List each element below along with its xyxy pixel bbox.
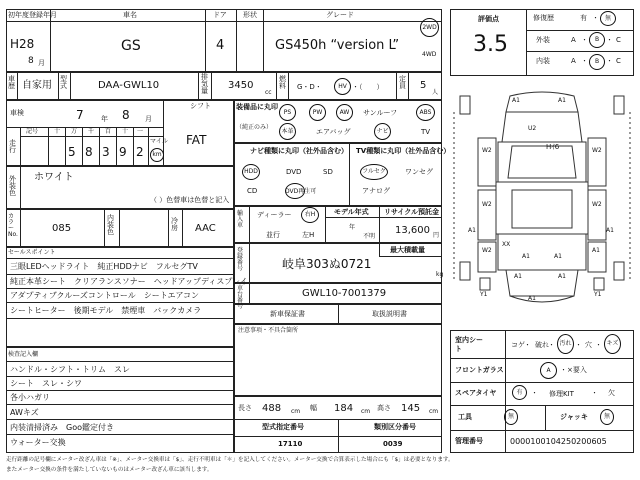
eq-ps: PS: [283, 108, 292, 116]
drive-2wd: 2WD: [422, 23, 437, 31]
nav-title: ナビ種類に丸印（社外品含む）: [250, 147, 348, 155]
height-value: 145: [401, 403, 421, 414]
diagram-mark-2: A1: [558, 97, 566, 104]
inspection-point-1: ハンドル・シフト・トリム スレ: [10, 365, 130, 374]
drive-4wd: 4WD: [422, 51, 437, 58]
diagram-mark-7: W2: [592, 201, 602, 208]
width-unit: cm: [361, 408, 371, 415]
grade-label: グレード: [326, 11, 354, 19]
eq-aw-circle: [336, 104, 353, 121]
new-car-warranty: 新車保証書: [270, 310, 305, 318]
nav-sd: SD: [323, 168, 333, 176]
seat-opt-3: 汚れ: [559, 340, 572, 347]
diagram-mark-3: U2: [528, 125, 537, 132]
width-label: 幅: [310, 404, 317, 412]
mileage-unit-circle: [150, 148, 164, 162]
length-label: 長さ: [238, 404, 252, 412]
seat-opt-4: 穴: [585, 341, 592, 349]
ac: AAC: [195, 223, 216, 234]
tv-fullseg-circle: [360, 164, 388, 180]
nav-dvd: DVD: [286, 168, 302, 176]
eq-tv: TV: [421, 128, 431, 136]
tv-analog: アナログ: [362, 187, 390, 195]
mileage-digit: 2: [136, 145, 144, 159]
diagram-inner-label: Hｲ6: [546, 143, 560, 151]
spare-sep-1: ・: [531, 389, 538, 397]
mileage-col-label: 百: [105, 128, 112, 135]
length-unit: cm: [291, 408, 301, 415]
jack-label: ジャッキ: [560, 413, 588, 421]
spare-label: スペアタイヤ: [455, 389, 497, 397]
exterior-grade-b: B: [594, 36, 600, 43]
handle-left: 左H: [302, 231, 315, 239]
diagram-mark-14: A1: [554, 253, 562, 260]
exterior-grade-label: 外装: [536, 36, 550, 44]
fuel-label: 燃料: [279, 75, 286, 90]
model-year-unknown: 不明: [363, 233, 376, 240]
color-code: 085: [52, 223, 72, 234]
diagram-mark-12: XX: [502, 241, 511, 248]
windshield-other: ・×要入: [560, 366, 587, 374]
seat-opt-1: コゲ: [511, 341, 525, 349]
spare-none: 欠: [608, 389, 615, 397]
recycle-value: 13,600: [395, 225, 430, 236]
person-unit: 人: [432, 89, 439, 96]
diagram-mark-8: A1: [468, 227, 476, 234]
fuel-selected-circle: [334, 78, 351, 95]
cc-unit: cc: [265, 89, 272, 96]
tv-title: TV種類に丸印（社外品含む）: [356, 147, 451, 155]
sales-point-3: アダプティブクルーズコントロール シートエアコン: [10, 291, 200, 300]
management-label: 管理番号: [455, 437, 483, 445]
inspection-point-2: シート スレ・シワ: [10, 379, 82, 388]
eq-navi-circle: [374, 123, 391, 140]
model: DAA-GWL10: [98, 80, 160, 91]
nav-hdd: HDD: [244, 168, 258, 175]
mileage-digit: 9: [119, 145, 127, 159]
interior-grade-a: A: [571, 57, 576, 65]
fuel-selected: HV: [338, 82, 347, 90]
repair-yes: 有: [580, 14, 587, 22]
drive-2wd-circle: [420, 18, 439, 37]
height-label: 高さ: [377, 404, 391, 412]
notes-label: 注意事項・不具合箇所: [238, 327, 299, 334]
yen-unit: 円: [433, 232, 440, 239]
first-registration-month: 8: [28, 56, 34, 66]
eq-leather-circle: [279, 123, 296, 140]
mileage-unit: km: [152, 151, 162, 158]
shift-label: シフト: [190, 102, 211, 110]
mileage-label: 走行: [9, 139, 16, 154]
eq-ps-circle: [279, 104, 296, 121]
kg-unit: kg: [436, 271, 444, 278]
door-label: ドア: [213, 11, 227, 19]
equipment-subtitle: （純正のみ）: [236, 124, 273, 131]
displacement: 3450: [228, 80, 254, 91]
jack-value-circle: [600, 409, 614, 425]
eq-aw: AW: [339, 108, 350, 116]
doors: 4: [216, 38, 225, 53]
fuel-options: G・D・: [297, 83, 322, 91]
mileage-col-label: 千: [88, 128, 95, 135]
tools-value-circle: [504, 409, 518, 425]
notes-block: [234, 324, 442, 396]
inspection-points-label: 検査記入欄: [8, 351, 39, 358]
shift: FAT: [186, 133, 207, 147]
recycle-label: リサイクル預託金: [384, 208, 440, 216]
seat-opt-5-circle: [604, 334, 621, 354]
sales-points-label: セールスポイント: [8, 249, 56, 256]
interior-seat-label: 室内シート: [455, 336, 483, 354]
exterior-grade-a: A: [571, 36, 576, 44]
footer-line-1: 走行距離の記号欄にメーター改ざん車は「※」、メーター交換車は「$」、走行不明車は「＊」を記入してください。メーター交換で合算表示した場合にも「$」は必要となります。: [6, 457, 454, 463]
registration-label: 登録番号: [237, 247, 244, 272]
diagram-mark-5: W2: [592, 147, 602, 154]
import-label: 輸入車: [237, 210, 244, 229]
interior-color-label: 内装色: [107, 214, 114, 236]
max-load-label: 最大積載量: [390, 246, 425, 254]
score-value: 3.5: [473, 32, 508, 57]
diagram-mark-16: A1: [558, 273, 566, 280]
length-value: 488: [262, 403, 282, 414]
displacement-label: 排気量: [201, 73, 208, 95]
tv-fullseg: フルセグ: [362, 168, 386, 175]
capacity-label: 定員: [399, 75, 406, 90]
eq-abs-circle: [416, 104, 435, 121]
exterior-note: （ ）色替車は色替と記入: [150, 196, 230, 204]
diagram-mark-1: A1: [512, 97, 520, 104]
diagram-mark-17: A1: [528, 295, 536, 302]
eq-pw-circle: [309, 104, 326, 121]
car-diagram: [450, 82, 634, 324]
inspection-point-3: 各小ハガリ: [10, 393, 50, 402]
tools-label: 工具: [458, 413, 472, 421]
mileage-col-label: 一: [137, 128, 144, 135]
shape-label: 形状: [243, 11, 257, 19]
nav-hdd-circle: [242, 164, 260, 180]
mileage-col-label: 十: [122, 128, 129, 135]
class-label: 類別区分番号: [374, 423, 416, 431]
spare-repair-kit: 修理KIT: [549, 390, 574, 398]
type-value: 17110: [278, 440, 303, 448]
diagram-mark-19: Y1: [594, 291, 602, 298]
diagram-mark-11: A1: [592, 247, 600, 254]
windshield-a-circle: [540, 362, 557, 379]
ac-label: 冷房: [171, 217, 178, 232]
equipment-title: 装備品に丸印: [236, 103, 278, 111]
diagram-mark-18: Y1: [480, 291, 488, 298]
model-label: 型式: [60, 75, 67, 90]
windshield-a: A: [546, 366, 551, 374]
interior-grade-b-circle: [589, 54, 605, 70]
month-unit: 月: [38, 59, 45, 67]
diagram-mark-9: A1: [606, 227, 614, 234]
inspection-point-4: AWキズ: [10, 408, 39, 417]
spare-yes-circle: [512, 385, 527, 400]
footer-line-2: またメーター交換の条件を満たしていないものはメーター改ざん車に該当します。: [6, 467, 213, 473]
inspection-label: 車検: [10, 109, 24, 117]
inspection-year-unit: 年: [101, 115, 108, 123]
spare-sep-2: ・: [591, 389, 598, 397]
mileage-col-label: 十: [54, 128, 61, 135]
diagram-mark-10: W2: [482, 247, 492, 254]
sales-point-1: 三眼LEDヘッドライト 純正HDDナビ フルセグTV: [10, 262, 198, 271]
exterior-grade-c: C: [616, 36, 621, 44]
inspection-month-unit: 月: [145, 115, 152, 123]
nav-cd: CD: [247, 187, 258, 195]
type-label: 型式指定番号: [262, 423, 304, 431]
chassis-label: 車台番号: [237, 285, 244, 310]
eq-leather: 本革: [281, 127, 294, 135]
registration-value: 岐阜303ぬ0721: [282, 257, 372, 271]
seat-opt-5: キズ: [606, 340, 619, 347]
mileage-digit: 3: [102, 145, 110, 159]
handle-right-circle: [301, 207, 319, 223]
car-name: GS: [121, 38, 141, 54]
diagram-mark-4: W2: [482, 147, 492, 154]
exterior-color: ホワイト: [34, 172, 74, 183]
diagram-mark-13: A1: [522, 253, 530, 260]
color-code-label: カラーNo.: [8, 213, 18, 238]
repair-no: 無: [604, 14, 611, 22]
interior-grade-b: B: [594, 58, 600, 65]
interior-grade-label: 内装: [536, 57, 550, 65]
handle-right: 右H: [304, 211, 316, 218]
import-dealer: ディーラー: [257, 211, 292, 219]
manual: 取扱説明書: [372, 310, 407, 318]
seat-opt-2: 破れ: [535, 341, 549, 349]
seat-opt-3-circle: [557, 334, 574, 354]
car-name-label: 車名: [123, 11, 137, 19]
inspection-point-5: 内装清掃済み Goo鑑定付き: [10, 423, 114, 432]
fuel-rest: ・（ ）: [352, 83, 384, 91]
model-year-label: モデル年式: [334, 208, 369, 216]
sales-point-4: シートヒーター 後期モデル 禁煙車 バックカメラ: [10, 306, 202, 315]
mileage-digit: 5: [68, 145, 76, 159]
repair-label: 修復歴: [533, 14, 554, 22]
repair-no-circle: [600, 11, 616, 26]
inspection-month: 8: [122, 108, 130, 122]
capacity: 5: [420, 80, 427, 91]
spare-yes: 有: [516, 388, 523, 396]
mileage-digit: 8: [85, 145, 93, 159]
eq-navi: ナビ: [376, 127, 389, 135]
chassis-value: GWL10-7001379: [302, 288, 387, 299]
exterior-label: 外装色: [9, 175, 16, 197]
import-parallel: 並行: [266, 231, 280, 239]
management-value: 0000100104250200605: [510, 437, 607, 446]
width-value: 184: [334, 403, 354, 414]
car-outline-svg: [450, 82, 634, 324]
tv-oneseg: ワンセグ: [405, 168, 433, 176]
eq-abs: ABS: [419, 108, 432, 116]
mileage-col-label: 万: [71, 128, 78, 135]
model-year-unit: 年: [349, 224, 356, 231]
height-unit: cm: [429, 408, 439, 415]
inspection-point-6: ウォーター交換: [10, 438, 66, 447]
eq-sunroof: サンルーフ: [363, 109, 398, 117]
diagram-mark-6: W2: [482, 201, 492, 208]
sales-point-2: 純正本革シート クリアランスソナー ヘッドアップディスプレイ: [10, 277, 248, 286]
eq-pw: PW: [312, 108, 323, 116]
first-registration-era: H28: [10, 37, 35, 51]
mileage-col-label: 記号: [26, 128, 39, 135]
score-label: 評価点: [478, 15, 499, 23]
jack-value: 無: [603, 413, 610, 420]
exterior-grade-b-circle: [589, 32, 605, 48]
interior-grade-c: C: [616, 57, 621, 65]
grade: GS450h “version L”: [275, 38, 400, 53]
usage-label: 車歴: [8, 75, 15, 90]
mileage-unit-label: マイル: [150, 138, 168, 145]
eq-airbag: エアバッグ: [316, 128, 351, 136]
windshield-label: フロントガラス: [455, 366, 504, 374]
class-value: 0039: [383, 440, 403, 448]
tools-value: 無: [507, 413, 514, 420]
diagram-mark-15: A1: [514, 273, 522, 280]
first-registration-label: 初年度登録年月: [8, 11, 57, 19]
nav-dvd-play: DVD再生可: [285, 188, 317, 195]
usage: 自家用: [22, 80, 52, 91]
inspection-year: 7: [76, 108, 84, 122]
